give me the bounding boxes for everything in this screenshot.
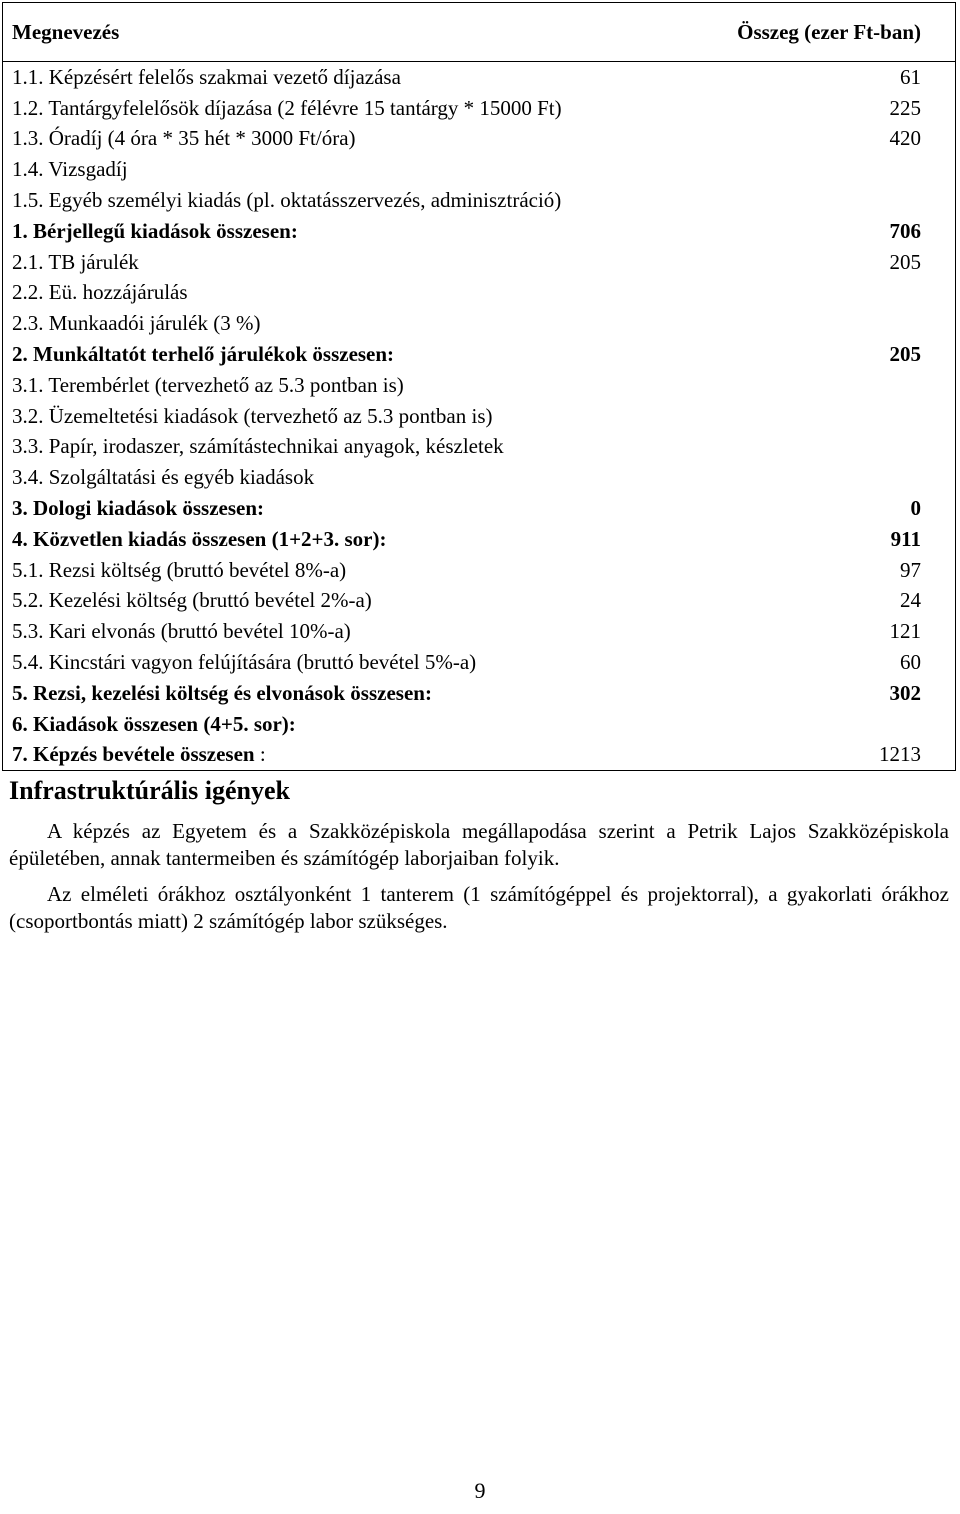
row-label: 1.2. Tantárgyfelelősök díjazása (2 félévre 15 tantárgy * 15000 Ft) — [12, 95, 562, 120]
row-amount: 911 — [890, 526, 921, 551]
row-label-bold: 7. Képzés bevétele összesen — [12, 742, 255, 767]
row-amount: 60 — [900, 650, 921, 675]
row-amount: 61 — [900, 64, 921, 89]
table-row — [3, 247, 955, 278]
row-label: 3.4. Szolgáltatási és egyéb kiadások — [12, 465, 315, 490]
table-row — [3, 432, 955, 463]
table-row — [3, 555, 955, 586]
row-label: 1.3. Óradíj (4 óra * 35 hét * 3000 Ft/óra) — [12, 126, 356, 151]
table-row — [3, 678, 955, 709]
row-label: 2.3. Munkaadói járulék (3 %) — [12, 311, 261, 336]
table-row — [3, 401, 955, 432]
row-label: 5.1. Rezsi költség (bruttó bevétel 8%-a) — [12, 557, 347, 582]
row-label: 4. Közvetlen kiadás összesen (1+2+3. sor): — [12, 526, 387, 551]
row-label: 5.3. Kari elvonás (bruttó bevétel 10%-a) — [12, 619, 351, 644]
row-label: 5.4. Kincstári vagyon felújítására (bruttó bevétel 5%-a) — [12, 650, 477, 675]
table-row — [3, 586, 955, 617]
row-amount: 420 — [889, 126, 921, 151]
row-amount: 24 — [900, 588, 921, 613]
table-row — [3, 616, 955, 647]
row-label: 3.1. Terembérlet (tervezhető az 5.3 pontban is) — [12, 372, 404, 397]
row-label: 5.2. Kezelési költség (bruttó bevétel 2%-a) — [12, 588, 372, 613]
row-amount: 225 — [889, 95, 921, 120]
table-row — [3, 154, 955, 185]
table-row — [3, 124, 955, 155]
table-row — [3, 647, 955, 678]
row-label: 2. Munkáltatót terhelő járulékok összesen: — [12, 342, 395, 367]
table-row — [3, 216, 955, 247]
row-label: 3.2. Üzemeltetési kiadások (tervezhető az 5.3 pontban is) — [12, 403, 493, 428]
row-label: 2.2. Eü. hozzájárulás — [12, 280, 188, 305]
row-amount: 121 — [889, 619, 921, 644]
row-amount: 97 — [900, 557, 921, 582]
table-row — [3, 493, 955, 524]
table-row — [3, 93, 955, 124]
table-row-total-income — [3, 740, 955, 771]
paragraph-1: A képzés az Egyetem és a Szakközépiskola megállapodása szerint a Petrik Lajos Szakközépiskola épületében, annak tantermeiben és számítógép laborjaiban folyik. — [9, 819, 949, 870]
row-label: 2.1. TB járulék — [12, 249, 139, 274]
row-amount: 205 — [889, 342, 921, 367]
table-row — [3, 308, 955, 339]
row-label: 1.4. Vizsgadíj — [12, 157, 128, 182]
row-label: 1.5. Egyéb személyi kiadás (pl. oktatásszervezés, adminisztráció) — [12, 188, 562, 213]
table-row — [3, 370, 955, 401]
table-body — [3, 62, 955, 740]
table-header-row — [3, 3, 955, 62]
row-amount: 205 — [889, 249, 921, 274]
row-label: 1.1. Képzésért felelős szakmai vezető díjazása — [12, 64, 401, 89]
row-label: 5. Rezsi, kezelési költség és elvonások összesen: — [12, 680, 432, 705]
page-number: 9 — [474, 1478, 486, 1503]
section-title: Infrastruktúrális igények — [9, 776, 290, 805]
row-label: 1. Bérjellegű kiadások összesen: — [12, 218, 298, 243]
table-row — [3, 185, 955, 216]
row-label: 3. Dologi kiadások összesen: — [12, 496, 265, 521]
table-row — [3, 709, 955, 740]
row-label: 6. Kiadások összesen (4+5. sor): — [12, 711, 296, 736]
row-amount: 1213 — [879, 742, 921, 767]
paragraph-2: Az elméleti órákhoz osztályonként 1 tanterem (1 számítógéppel és projektorral), a gyakorlati órákhoz (csoportbontás miatt) 2 számítógép labor szükséges. — [9, 882, 949, 933]
table-row — [3, 524, 955, 555]
header-amount: Összeg (ezer Ft-ban) — [737, 19, 921, 44]
header-name: Megnevezés — [12, 19, 120, 44]
row-label: 3.3. Papír, irodaszer, számítástechnikai anyagok, készletek — [12, 434, 504, 459]
row-amount: 706 — [889, 218, 921, 243]
table-row — [3, 339, 955, 370]
table-row — [3, 62, 955, 93]
row-amount: 0 — [910, 496, 921, 521]
row-label — [12, 742, 266, 767]
row-label-suffix: : — [254, 742, 266, 767]
table-row — [3, 278, 955, 309]
budget-table — [2, 2, 956, 771]
table-row — [3, 462, 955, 493]
row-amount: 302 — [889, 680, 921, 705]
